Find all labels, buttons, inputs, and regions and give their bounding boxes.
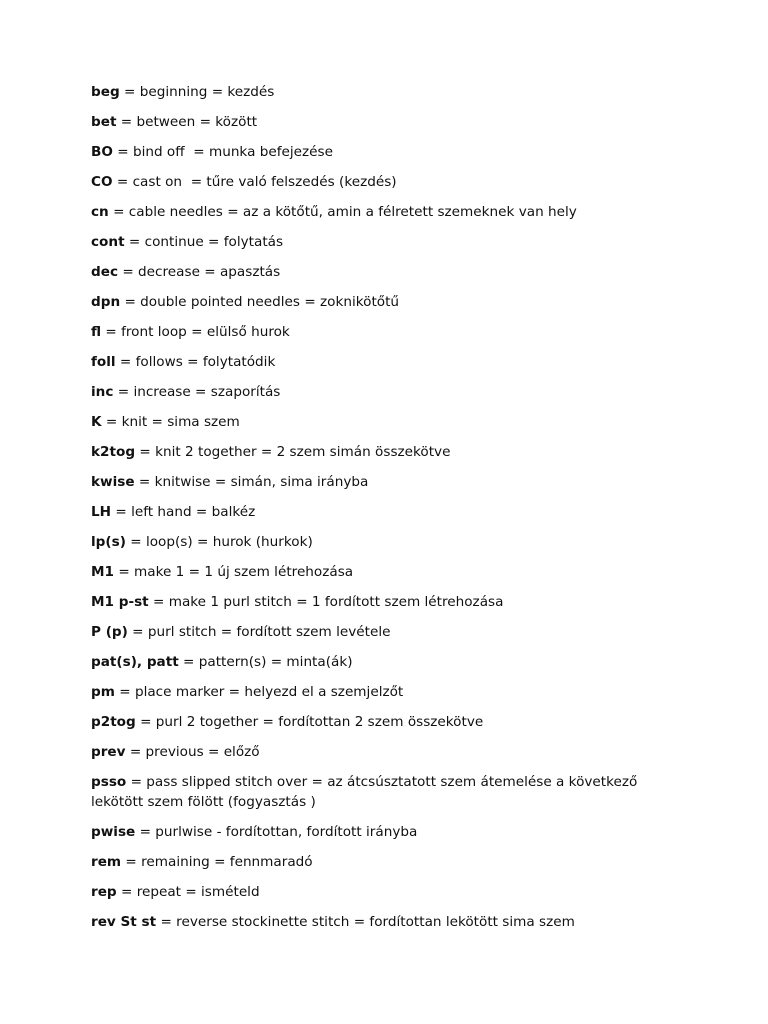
list-item [91, 202, 691, 222]
abbreviation-definition: = increase = szaporítás [113, 384, 281, 400]
abbreviation-term: prev [91, 744, 126, 760]
abbreviation-term: rev St st [91, 914, 157, 930]
abbreviation-term: M1 p-st [91, 594, 149, 610]
list-item [91, 172, 691, 192]
list-item [91, 232, 691, 252]
abbreviation-definition: = purl stitch = fordított szem levétele [127, 624, 391, 640]
list-item [91, 322, 691, 342]
abbreviation-definition: = purlwise - fordítottan, fordított irányba [135, 824, 418, 840]
abbreviation-term: rem [91, 854, 122, 870]
abbreviation-definition: = knit = sima szem [101, 414, 240, 430]
abbreviation-definition: = continue = folytatás [124, 234, 284, 250]
list-item [91, 562, 691, 582]
list-item [91, 852, 691, 872]
list-item [91, 352, 691, 372]
list-item [91, 772, 671, 812]
abbreviation-definition: = make 1 = 1 új szem létrehozása [114, 564, 354, 580]
abbreviation-term: pwise [91, 824, 136, 840]
abbreviation-list [91, 82, 691, 942]
abbreviation-definition: = knitwise = simán, sima irányba [134, 474, 369, 490]
abbreviation-term: P (p) [91, 624, 128, 640]
abbreviation-definition: = cable needles = az a kötőtű, amin a félretett szemeknek van hely [108, 204, 577, 220]
list-item [91, 142, 691, 162]
abbreviation-term: dec [91, 264, 119, 280]
list-item [91, 742, 691, 762]
abbreviation-definition: = cast on = tűre való felszedés (kezdés) [112, 174, 397, 190]
abbreviation-term: M1 [91, 564, 114, 580]
list-item [91, 442, 691, 462]
abbreviation-definition: = repeat = ismételd [116, 884, 260, 900]
list-item [91, 412, 691, 432]
abbreviation-definition: = between = között [116, 114, 258, 130]
abbreviation-term: lp(s) [91, 534, 126, 550]
abbreviation-term: fl [91, 324, 102, 340]
abbreviation-definition: = pass slipped stitch over = az átcsúsztatott szem átemelése a következő lekötött szem fölött (fogyasztás ) [91, 774, 638, 810]
abbreviation-definition: = previous = előző [125, 744, 260, 760]
list-item [91, 592, 691, 612]
abbreviation-term: kwise [91, 474, 135, 490]
abbreviation-term: K [91, 414, 102, 430]
abbreviation-term: LH [91, 504, 112, 520]
abbreviation-term: pat(s), patt [91, 654, 179, 670]
list-item [91, 262, 691, 282]
abbreviation-term: cont [91, 234, 125, 250]
abbreviation-term: BO [91, 144, 113, 160]
abbreviation-definition: = left hand = balkéz [111, 504, 256, 520]
abbreviation-definition: = decrease = apasztás [118, 264, 281, 280]
abbreviation-definition: = pattern(s) = minta(ák) [178, 654, 353, 670]
list-item [91, 682, 691, 702]
abbreviation-definition: = place marker = helyezd el a szemjelzőt [114, 684, 404, 700]
abbreviation-term: beg [91, 84, 120, 100]
list-item [91, 502, 691, 522]
abbreviation-term: foll [91, 354, 116, 370]
abbreviation-term: pm [91, 684, 115, 700]
abbreviation-term: bet [91, 114, 117, 130]
list-item [91, 622, 691, 642]
list-item [91, 472, 691, 492]
abbreviation-definition: = beginning = kezdés [119, 84, 275, 100]
list-item [91, 82, 691, 102]
abbreviation-definition: = knit 2 together = 2 szem simán összekötve [135, 444, 451, 460]
abbreviation-term: k2tog [91, 444, 136, 460]
abbreviation-term: psso [91, 774, 127, 790]
abbreviation-definition: = double pointed needles = zoknikötőtű [120, 294, 400, 310]
abbreviation-term: CO [91, 174, 113, 190]
list-item [91, 882, 691, 902]
abbreviation-definition: = make 1 purl stitch = 1 fordított szem létrehozása [148, 594, 504, 610]
list-item [91, 382, 691, 402]
list-item [91, 652, 691, 672]
abbreviation-term: inc [91, 384, 114, 400]
list-item [91, 112, 691, 132]
abbreviation-definition: = front loop = elülső hurok [101, 324, 290, 340]
abbreviation-term: dpn [91, 294, 121, 310]
list-item [91, 822, 691, 842]
list-item [91, 712, 691, 732]
list-item [91, 532, 691, 552]
abbreviation-definition: = reverse stockinette stitch = fordítottan lekötött sima szem [156, 914, 575, 930]
abbreviation-definition: = bind off = munka befejezése [112, 144, 333, 160]
abbreviation-term: cn [91, 204, 109, 220]
abbreviation-definition: = purl 2 together = fordítottan 2 szem összekötve [135, 714, 484, 730]
abbreviation-definition: = follows = folytatódik [115, 354, 276, 370]
abbreviation-definition: = remaining = fennmaradó [121, 854, 313, 870]
list-item [91, 912, 691, 932]
list-item [91, 292, 691, 312]
abbreviation-definition: = loop(s) = hurok (hurkok) [125, 534, 313, 550]
abbreviation-term: p2tog [91, 714, 136, 730]
abbreviation-term: rep [91, 884, 117, 900]
